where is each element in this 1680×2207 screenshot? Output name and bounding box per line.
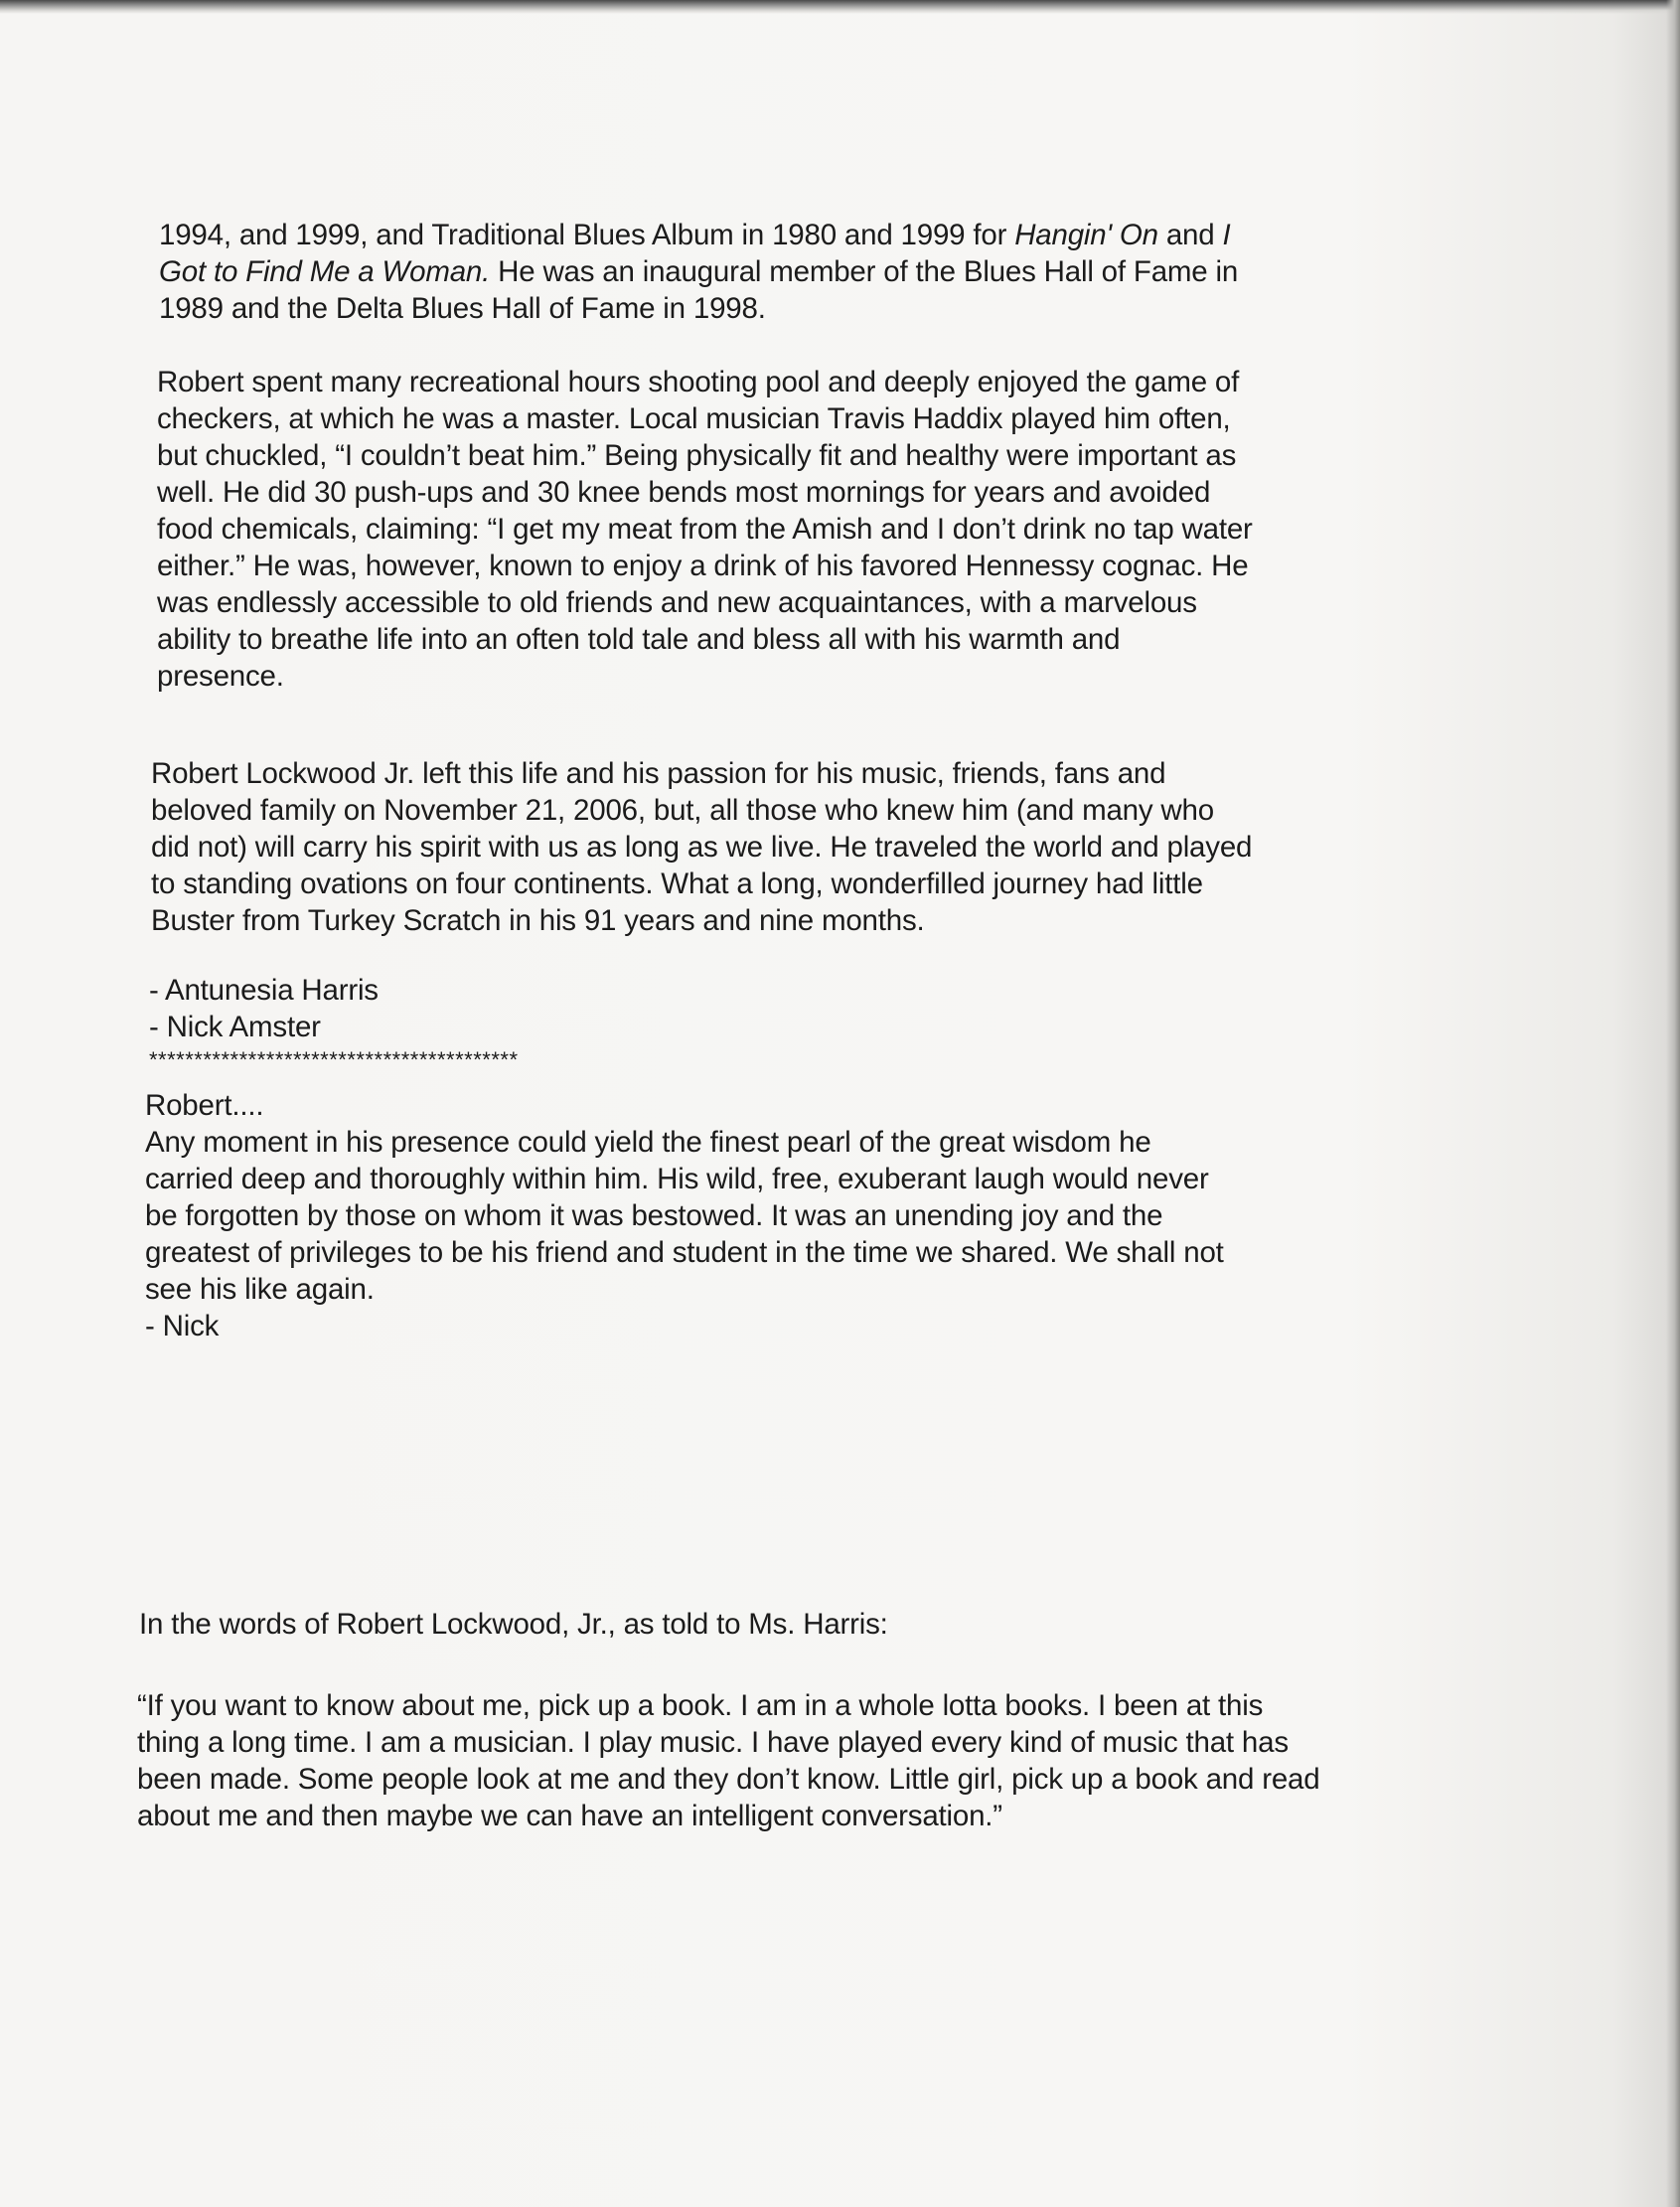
paragraph-recreation — [157, 364, 1449, 695]
page-top-edge-shadow — [0, 0, 1680, 14]
tribute-block — [145, 1087, 1437, 1344]
paragraph-line: checkers, at which he was a master. Local musician Travis Haddix played him often, — [157, 402, 1231, 435]
tribute-heading: Robert.... — [145, 1089, 264, 1122]
paragraph-line: carried deep and thoroughly within him. His wild, free, exuberant laugh would never — [145, 1163, 1209, 1195]
quote-line: about me and then maybe we can have an intelligent conversation.” — [137, 1800, 1002, 1832]
paragraph-line: but chuckled, “I couldn’t beat him.” Being physically fit and healthy were important as — [157, 439, 1237, 472]
paragraph-line: either.” He was, however, known to enjoy a drink of his favored Hennessy cognac. He — [157, 550, 1249, 582]
paragraph-line: 1994, and 1999, and Traditional Blues Album in 1980 and 1999 for Hangin' On and I — [159, 219, 1231, 251]
paragraph-line: Got to Find Me a Woman. He was an inaugural member of the Blues Hall of Fame in — [159, 255, 1239, 288]
words-intro: In the words of Robert Lockwood, Jr., as told to Ms. Harris: — [139, 1608, 888, 1641]
paragraph-line: beloved family on November 21, 2006, but, all those who knew him (and many who — [151, 794, 1214, 827]
paragraph-line: ability to breathe life into an often told tale and bless all with his warmth and — [157, 623, 1121, 656]
paragraph-line: food chemicals, claiming: “I get my meat from the Amish and I don’t drink no tap water — [157, 513, 1253, 546]
paragraph-line: be forgotten by those on whom it was bestowed. It was an unending joy and the — [145, 1199, 1163, 1232]
paragraph-line: see his like again. — [145, 1273, 375, 1306]
signatures — [149, 972, 1441, 1075]
paragraph-line: did not) will carry his spirit with us as long as we live. He traveled the world and played — [151, 831, 1253, 864]
paragraph-line: 1989 and the Delta Blues Hall of Fame in 1998. — [159, 292, 766, 325]
quote-line: thing a long time. I am a musician. I play music. I have played every kind of music that has — [137, 1726, 1289, 1759]
paragraph-line: well. He did 30 push-ups and 30 knee bends most mornings for years and avoided — [157, 476, 1211, 509]
quote-line: been made. Some people look at me and they don’t know. Little girl, pick up a book and read — [137, 1763, 1320, 1796]
signature-antunesia: - Antunesia Harris — [149, 974, 379, 1007]
paragraph-awards — [159, 217, 1451, 327]
paragraph-line: to standing ovations on four continents. What a long, wonderfilled journey had little — [151, 867, 1203, 900]
page-right-edge-shadow — [1666, 0, 1680, 2207]
paragraph-line: Any moment in his presence could yield the finest pearl of the great wisdom he — [145, 1126, 1151, 1159]
tribute-sign: - Nick — [145, 1310, 220, 1342]
signature-nick-amster: - Nick Amster — [149, 1011, 321, 1043]
paragraph-line: Buster from Turkey Scratch in his 91 years and nine months. — [151, 904, 925, 937]
paragraph-line: Robert Lockwood Jr. left this life and his passion for his music, friends, fans and — [151, 757, 1166, 790]
paragraph-passing — [151, 755, 1443, 939]
paragraph-line: was endlessly accessible to old friends and new acquaintances, with a marvelous — [157, 586, 1197, 619]
paragraph-line: presence. — [157, 660, 284, 693]
paragraph-line: greatest of privileges to be his friend and student in the time we shared. We shall not — [145, 1236, 1224, 1269]
paragraph-line: Robert spent many recreational hours shooting pool and deeply enjoyed the game of — [157, 366, 1240, 398]
asterisk-separator: ***************************************** — [149, 1047, 519, 1072]
quote-block — [137, 1687, 1429, 1834]
quote-line: “If you want to know about me, pick up a book. I am in a whole lotta books. I been at this — [137, 1689, 1264, 1722]
words-intro-block — [139, 1606, 1431, 1643]
